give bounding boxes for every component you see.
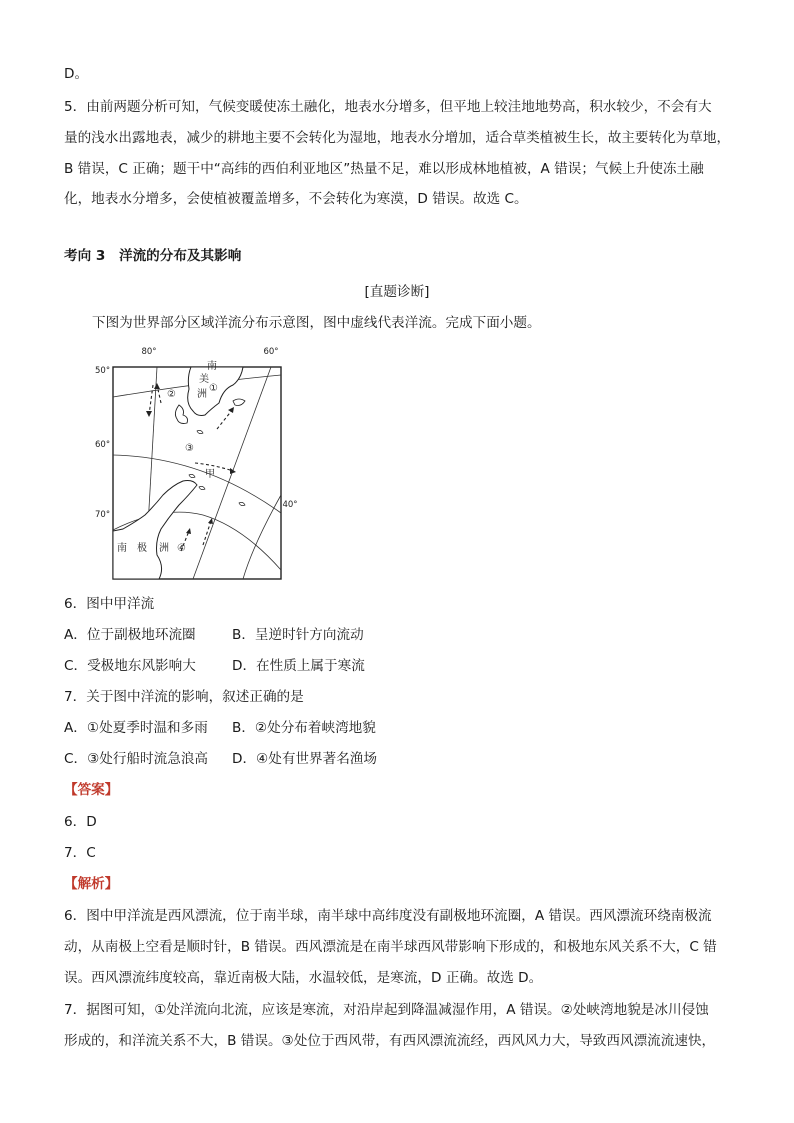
map-label-zhou-1: 洲 xyxy=(197,389,207,400)
q7-option-b: B．②处分布着峡湾地貌 xyxy=(232,720,376,736)
q5-explanation-line-1: 5．由前两题分析可知，气候变暖使冻土融化，地表水分增多，但平地上较洼地地势高，积水较少，不会有大 xyxy=(64,99,712,115)
q7-option-c: C．③处行船时流急浪高 xyxy=(64,751,209,767)
ocean-current-map xyxy=(93,345,298,585)
section-title: 考向 3 洋流的分布及其影响 xyxy=(64,248,242,264)
lat-60-label: 60° xyxy=(95,440,111,450)
q6-options-row-2 xyxy=(64,656,365,676)
q6-option-a: A．位于副极地环流圈 xyxy=(64,627,196,643)
question-stem: 下图为世界部分区域洋流分布示意图，图中虚线代表洋流。完成下面小题。 xyxy=(92,315,541,331)
q5-explanation-line-3: B 错误，C 正确；题干中“高纬的西伯利亚地区”热量不足，难以形成林地植被，A 错误；气候上升使冻土融 xyxy=(64,161,704,177)
q5-explanation-line-2: 量的浅水出露地表，减少的耕地主要不会转化为湿地，地表水分增加，适合草类植被生长，故主要转化为草地， xyxy=(64,130,731,146)
marker-2: ② xyxy=(167,389,176,400)
map-label-mei: 美 xyxy=(199,374,209,385)
analysis-label: 【解析】 xyxy=(64,876,119,892)
q7-options-row-1 xyxy=(64,718,376,738)
analysis-line-2: 动，从南极上空看是顺时针，B 错误。西风漂流是在南半球西风带影响下形成的，和极地东风关系不大，C 错 xyxy=(64,939,717,955)
answer-label: 【答案】 xyxy=(64,782,119,798)
lat-70-label: 70° xyxy=(95,510,111,520)
q6-option-c: C．受极地东风影响大 xyxy=(64,658,196,674)
section-subtitle: [直题诊断] xyxy=(364,284,430,300)
q7-option-a: A．①处夏季时温和多雨 xyxy=(64,720,208,736)
q6-option-b: B．呈逆时针方向流动 xyxy=(232,627,364,643)
analysis-line-5: 形成的，和洋流关系不大，B 错误。③处位于西风带，有西风漂流流经，西风风力大，导致西风漂流流速快， xyxy=(64,1033,716,1049)
map-label-nan-2: 南 xyxy=(117,543,127,554)
q6-option-d: D．在性质上属于寒流 xyxy=(232,658,365,674)
map-label-nan-1: 南 xyxy=(207,361,217,372)
lat-50-label: 50° xyxy=(95,366,111,376)
marker-4: ④ xyxy=(177,543,186,554)
map-label-jia: 甲 xyxy=(205,469,215,480)
analysis-line-3: 误。西风漂流纬度较高，靠近南极大陆，水温较低，是寒流，D 正确。故选 D。 xyxy=(64,970,543,986)
analysis-line-1: 6．图中甲洋流是西风漂流，位于南半球，南半球中高纬度没有副极地环流圈，A 错误。西风漂流环绕南极流 xyxy=(64,908,712,924)
q6-stem: 6．图中甲洋流 xyxy=(64,596,155,612)
lon-60-label: 60° xyxy=(263,347,279,357)
marker-1: ① xyxy=(209,383,218,394)
q7-option-d: D．④处有世界著名渔场 xyxy=(232,751,377,767)
answer-7: 7．C xyxy=(64,845,96,861)
intro-line: D。 xyxy=(64,66,89,82)
q6-options-row-1 xyxy=(64,625,364,645)
map-label-zhou-2: 洲 xyxy=(159,543,169,554)
q7-stem: 7．关于图中洋流的影响，叙述正确的是 xyxy=(64,689,304,705)
q7-options-row-2 xyxy=(64,749,377,769)
analysis-line-4: 7．据图可知，①处洋流向北流，应该是寒流，对沿岸起到降温减湿作用，A 错误。②处峡湾地貌是冰川侵蚀 xyxy=(64,1002,709,1018)
lon-40-label: 40° xyxy=(282,500,298,510)
marker-3: ③ xyxy=(185,443,194,454)
lon-80-label: 80° xyxy=(141,347,157,357)
map-label-ji: 极 xyxy=(137,543,147,554)
answer-6: 6．D xyxy=(64,814,97,830)
q5-explanation-line-4: 化，地表水分增多，会使植被覆盖增多，不会转化为寒漠，D 错误。故选 C。 xyxy=(64,191,528,207)
